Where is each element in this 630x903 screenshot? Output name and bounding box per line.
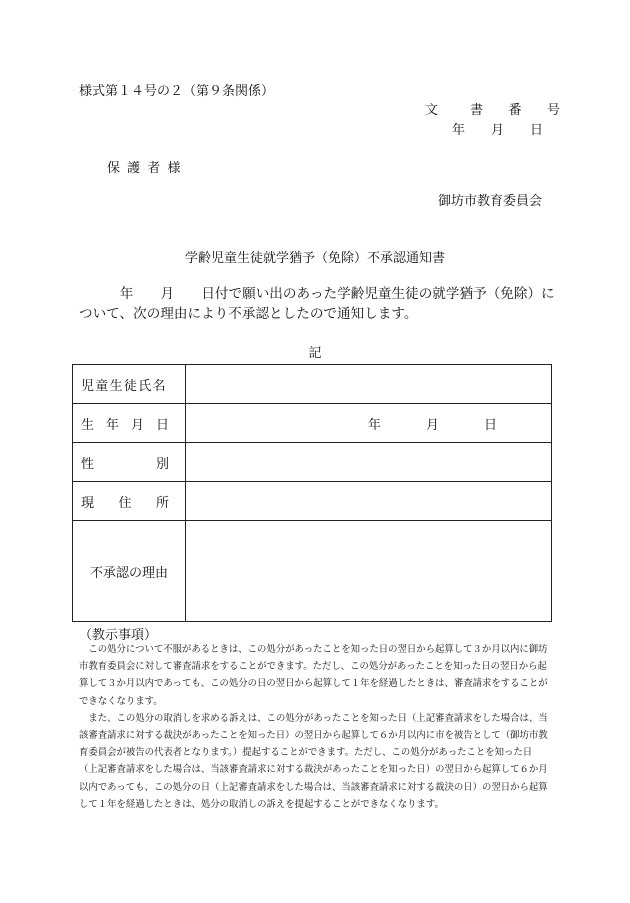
table-row: [73, 365, 552, 404]
address-field[interactable]: [186, 482, 552, 521]
ki-marker: 記: [308, 346, 322, 361]
notice-paragraph: また、この処分の取消しを求める訴えは、この処分があったことを知った日（上記審査請求をした場合は、当該審査請求に対する裁決があったことを知った日）の翌日から起算して６か月以内に市を被告として（御坊市教育委員会が被告の代表者となります。）提起することができます。ただし、この処分があったことを知った日（上記審査請求をした場合は、当該審査請求に対する裁決があったことを知った日）の翌日から起算して６か月以内であっても、この処分の日（上記審査請求をした場合は、当該審査請求に対する裁決の日）の翌日から起算して１年を経過したときは、処分の取消しの訴えを提起することができなくなります。: [79, 712, 548, 810]
label-student-name: [73, 365, 186, 404]
label-char: 別: [155, 456, 169, 472]
label-char: 日: [155, 417, 169, 433]
label-text: 児童生徒氏名: [81, 378, 167, 394]
notice-heading: （教示事項）: [79, 628, 158, 643]
birthdate-field[interactable]: [186, 404, 552, 443]
label-char: 現: [81, 495, 95, 511]
document-title: 学齢児童生徒就学猶予（免除）不承認通知書: [184, 251, 445, 266]
label-char: 月: [130, 417, 144, 433]
label-char: 生: [81, 417, 95, 433]
label-address: [73, 482, 186, 521]
notice-text: [79, 641, 549, 813]
month-label: 月: [426, 417, 440, 433]
issuer: 御坊市教育委員会: [438, 194, 543, 209]
notice-paragraph: この処分について不服があるときは、この処分があったことを知った日の翌日から起算して３か月以内に御坊市教育委員会に対して審査請求をすることができます。ただし、この処分があったことを知った日の翌日から起算して３か月以内であっても、この処分の日の翌日から起算して１年を経過したときは、審査請求をすることができなくなります。: [79, 644, 548, 707]
label-char: 住: [118, 495, 132, 511]
rejection-reason-field[interactable]: [186, 521, 552, 622]
label-text: 不承認の理由: [89, 565, 168, 581]
gender-field[interactable]: [186, 443, 552, 482]
label-birthdate: [73, 404, 186, 443]
table-row: [73, 521, 552, 622]
year-label: 年: [368, 417, 382, 433]
table-row: [73, 482, 552, 521]
document-number-char: 書: [469, 103, 483, 118]
document-number-char: 号: [546, 103, 560, 118]
label-char: 年: [105, 417, 119, 433]
document-number: [425, 99, 560, 118]
student-name-field[interactable]: [186, 365, 552, 404]
issue-date: 年 月 日: [452, 123, 544, 138]
label-gender: [73, 443, 186, 482]
label-char: 性: [81, 456, 95, 472]
body-text: 年 月 日付で願い出のあった学齢児童生徒の就学猶予（免除）について、次の理由により不承認としたので通知します。: [79, 286, 555, 322]
day-label: 日: [484, 417, 498, 433]
document-number-char: 番: [508, 103, 522, 118]
label-char: 所: [155, 495, 169, 511]
label-rejection-reason: [73, 521, 186, 622]
table-row: [73, 404, 552, 443]
form-number: 様式第１４号の２（第９条関係）: [79, 84, 275, 99]
info-table: [72, 364, 552, 622]
addressee: 保護者様: [107, 161, 188, 176]
table-row: [73, 443, 552, 482]
document-number-char: 文: [425, 103, 439, 118]
